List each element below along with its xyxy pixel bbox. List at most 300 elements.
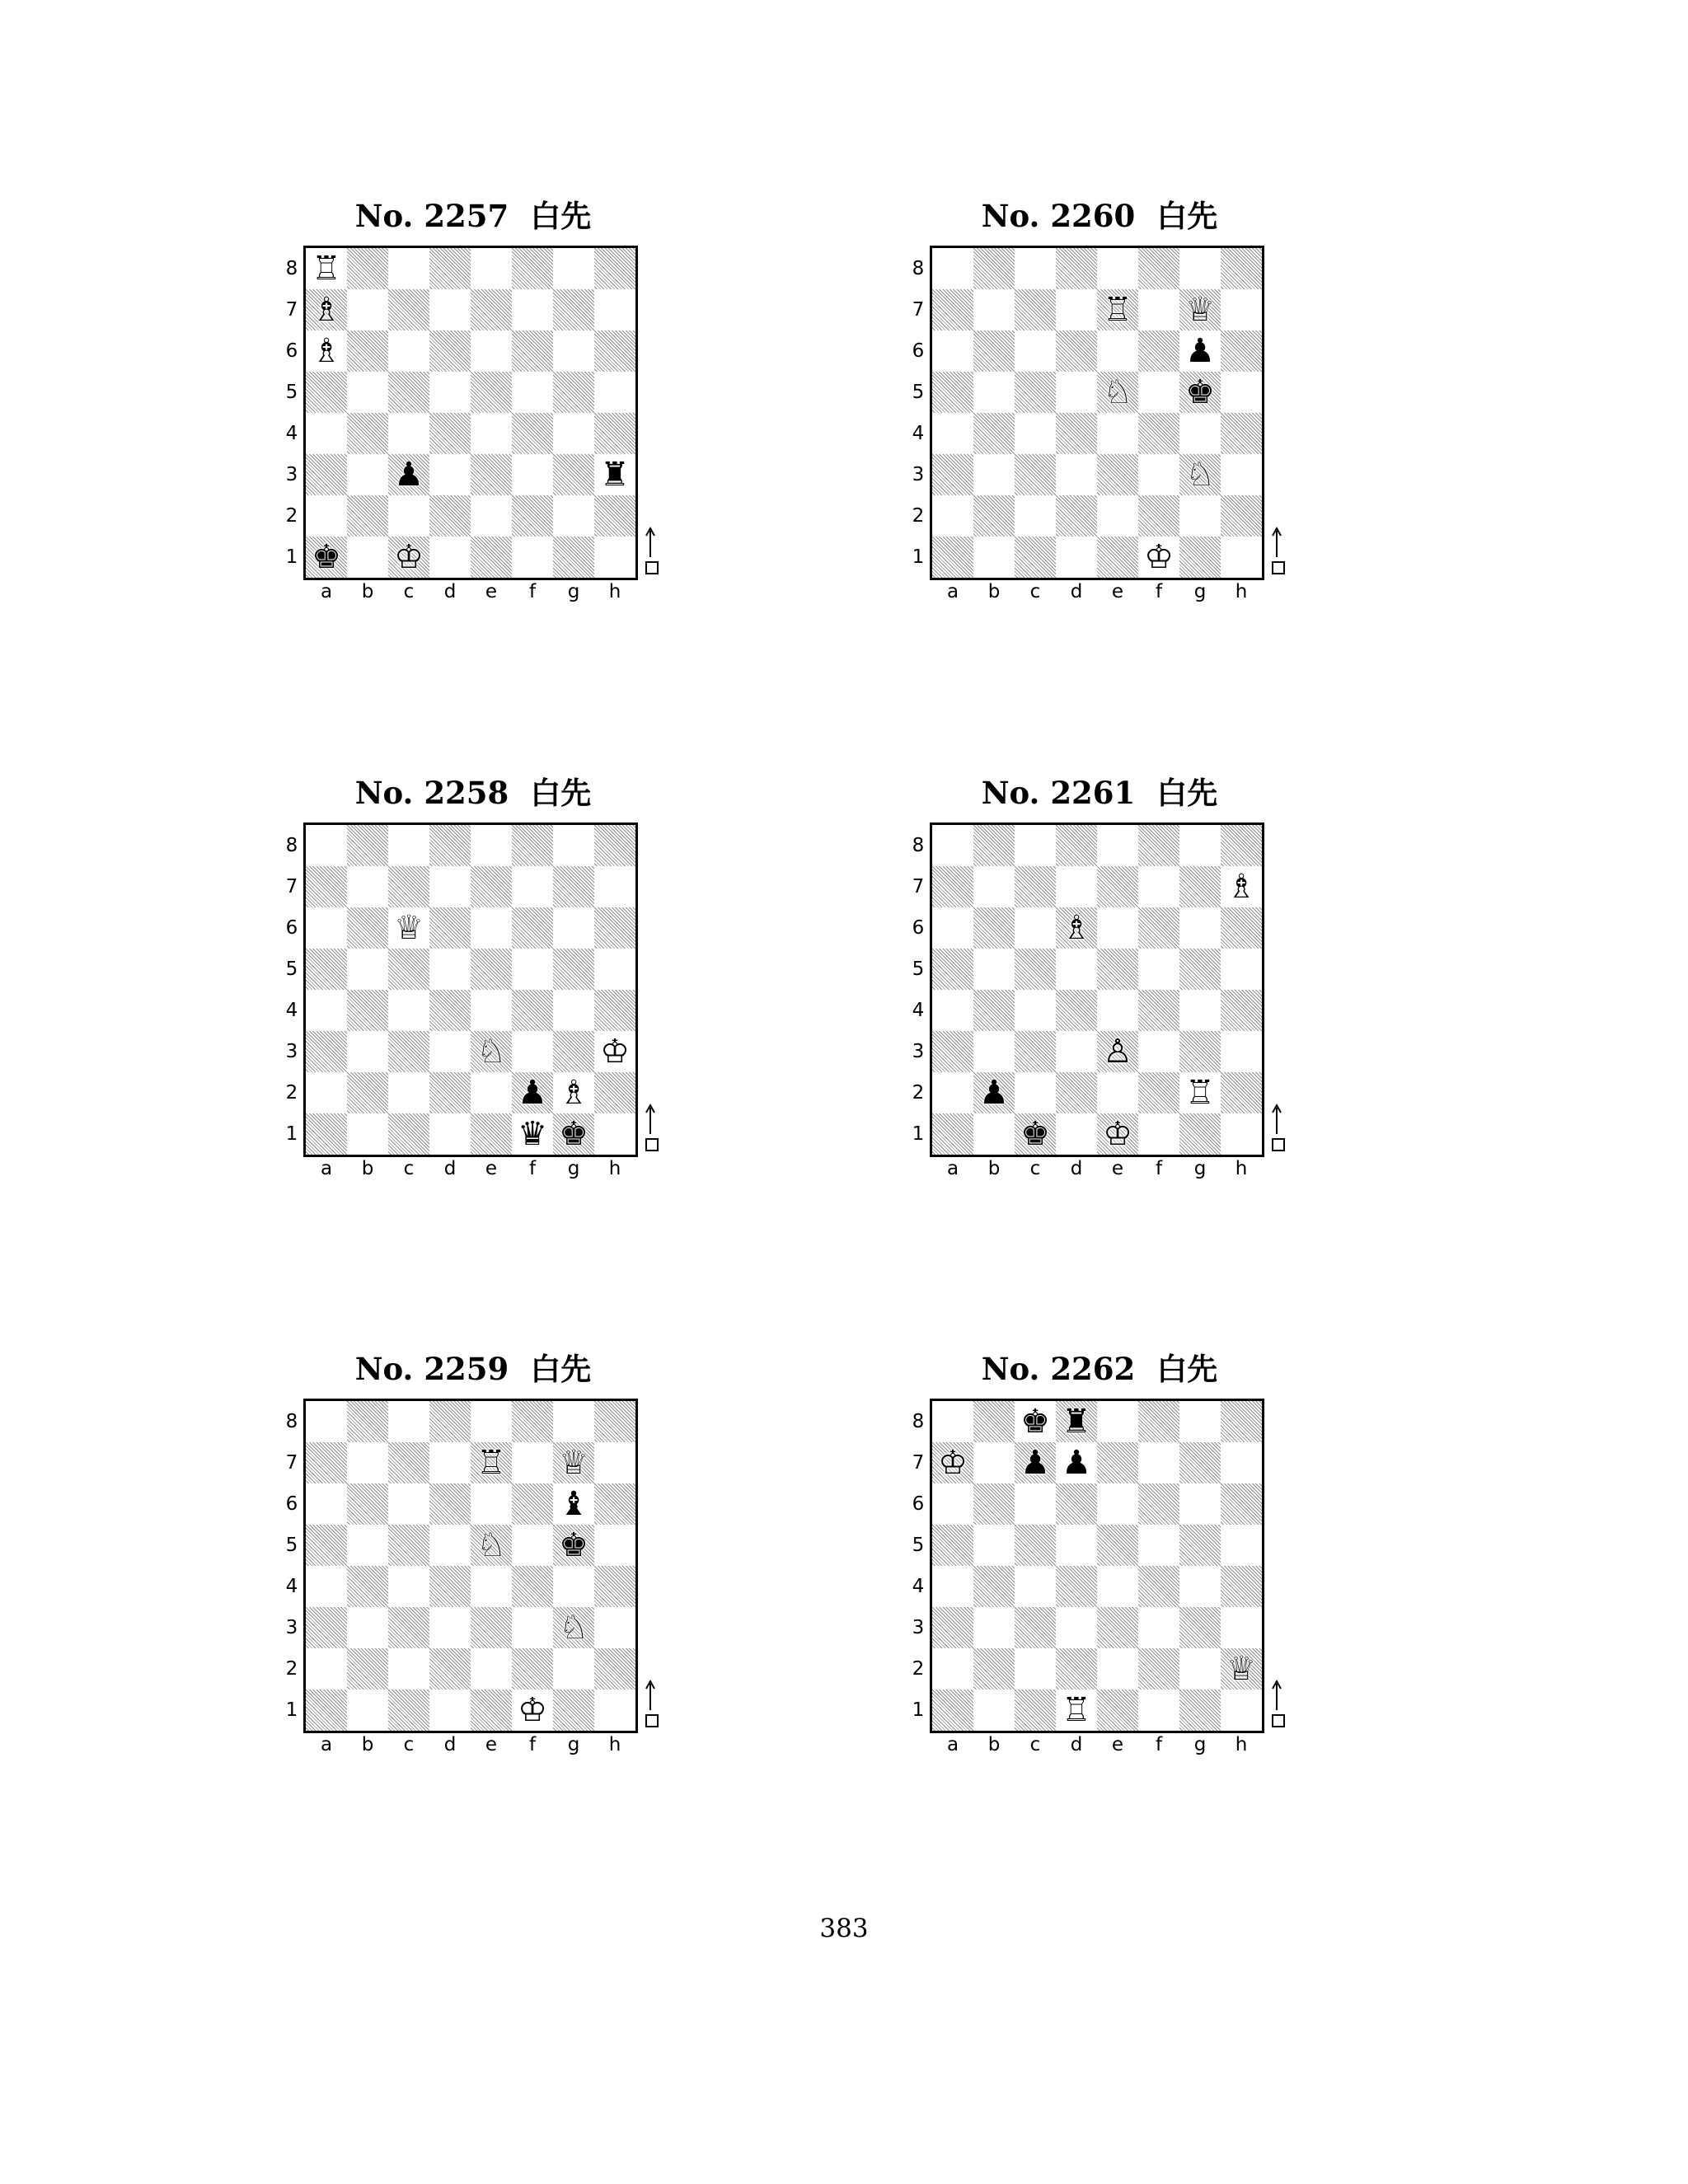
- board-square-f5: [512, 372, 553, 413]
- board-square-h3: [594, 1031, 635, 1072]
- board-square-f8: [1138, 825, 1179, 866]
- board-square-e4: [471, 413, 512, 454]
- board-square-f3: [1138, 1031, 1179, 1072]
- board-square-g7: [553, 1442, 594, 1483]
- board-square-f5: [1138, 1525, 1179, 1566]
- file-label: a: [946, 581, 959, 602]
- white-square-icon: [645, 1138, 659, 1151]
- board-square-b1: [973, 537, 1015, 578]
- rank-labels: [910, 1401, 926, 1731]
- board-square-g4: [553, 413, 594, 454]
- puzzle-side-to-move-label: 白先: [1156, 199, 1218, 234]
- file-label: f: [528, 1158, 537, 1179]
- board-square-c8: [1015, 825, 1056, 866]
- board-square-h7: [1221, 1442, 1262, 1483]
- white-queen-icon: ♕: [394, 909, 424, 947]
- board-square-f7: [512, 866, 553, 907]
- puzzle-number: No. 2259: [354, 1351, 509, 1387]
- black-rook-icon: ♜: [600, 456, 630, 494]
- board-square-g2: [553, 1072, 594, 1113]
- board-square-b3: [347, 454, 388, 495]
- black-pawn-icon: ♟: [394, 456, 424, 494]
- board-square-c6: [1015, 330, 1056, 372]
- board-square-e6: [471, 330, 512, 372]
- file-label: b: [361, 1158, 374, 1179]
- board-square-g2: [1179, 1072, 1221, 1113]
- board-square-d1: [1056, 1690, 1097, 1731]
- board-square-c2: [388, 1648, 429, 1690]
- board-square-c2: [388, 495, 429, 537]
- rank-label: 8: [285, 835, 298, 856]
- board-square-h7: [1221, 866, 1262, 907]
- board-square-f5: [1138, 372, 1179, 413]
- board-square-d2: [429, 1648, 471, 1690]
- board-square-b6: [347, 1483, 388, 1525]
- file-label: h: [1235, 1158, 1248, 1179]
- board-square-b5: [347, 1525, 388, 1566]
- board-square-a8: [932, 1401, 973, 1442]
- file-label: a: [320, 581, 333, 602]
- white-bishop-icon: ♗: [559, 1074, 588, 1112]
- board-square-e3: [471, 1031, 512, 1072]
- board-square-b7: [973, 866, 1015, 907]
- board-square-f5: [512, 1525, 553, 1566]
- white-king-icon: ♔: [1144, 538, 1174, 576]
- board-square-g3: [553, 454, 594, 495]
- board-square-g1: [553, 537, 594, 578]
- board-square-a6: [306, 1483, 347, 1525]
- board-square-a1: [306, 537, 347, 578]
- board-square-a3: [306, 1031, 347, 1072]
- board-square-e1: [471, 537, 512, 578]
- up-arrow-icon: [643, 1679, 659, 1712]
- rank-label: 4: [912, 423, 925, 444]
- board-square-e1: [471, 1113, 512, 1155]
- file-label: c: [403, 581, 415, 602]
- board-square-f3: [512, 1031, 553, 1072]
- black-rook-icon: ♜: [1062, 1403, 1091, 1441]
- board-square-b4: [973, 413, 1015, 454]
- board-square-c4: [388, 1566, 429, 1607]
- board-square-c1: [1015, 537, 1056, 578]
- board-square-a6: [932, 1483, 973, 1525]
- board-square-b2: [347, 1648, 388, 1690]
- board-square-h2: [594, 1648, 635, 1690]
- board-square-a5: [932, 949, 973, 990]
- board-square-f1: [1138, 1113, 1179, 1155]
- board-square-e2: [471, 495, 512, 537]
- board-square-d6: [1056, 330, 1097, 372]
- board-square-c6: [1015, 907, 1056, 949]
- file-labels: [932, 1156, 1262, 1181]
- rank-label: 2: [912, 1658, 925, 1680]
- board-square-g8: [553, 1401, 594, 1442]
- board-square-c1: [1015, 1690, 1056, 1731]
- board-square-a8: [306, 1401, 347, 1442]
- board-square-a8: [306, 248, 347, 289]
- board-square-b6: [973, 907, 1015, 949]
- rank-label: 7: [285, 299, 298, 321]
- board-square-c1: [1015, 1113, 1056, 1155]
- board-square-b1: [347, 1113, 388, 1155]
- board-square-a6: [306, 907, 347, 949]
- file-label: d: [443, 1734, 457, 1755]
- board-square-a2: [306, 495, 347, 537]
- white-rook-icon: ♖: [1062, 1691, 1091, 1729]
- board-square-b4: [347, 1566, 388, 1607]
- board-square-d4: [429, 1566, 471, 1607]
- board-square-c7: [1015, 289, 1056, 330]
- board-square-a6: [932, 907, 973, 949]
- board-square-h4: [1221, 990, 1262, 1031]
- white-knight-icon: ♘: [476, 1526, 506, 1564]
- board-square-e8: [1097, 248, 1138, 289]
- board-square-e6: [1097, 330, 1138, 372]
- board-square-d2: [429, 1072, 471, 1113]
- black-king-icon: ♚: [1185, 373, 1215, 411]
- board-square-b2: [973, 495, 1015, 537]
- board-square-e5: [1097, 949, 1138, 990]
- board-square-b5: [347, 372, 388, 413]
- board-square-e1: [1097, 537, 1138, 578]
- board-square-a4: [306, 1566, 347, 1607]
- white-king-icon: ♔: [394, 538, 424, 576]
- board-square-f1: [512, 537, 553, 578]
- board-square-d8: [429, 825, 471, 866]
- file-label: f: [1155, 1734, 1163, 1755]
- board-square-b8: [347, 1401, 388, 1442]
- board-square-c3: [388, 1607, 429, 1648]
- white-to-move-indicator: [1269, 1103, 1286, 1152]
- board-square-c4: [388, 413, 429, 454]
- board-square-b8: [973, 1401, 1015, 1442]
- puzzle-title: [893, 196, 1306, 237]
- puzzle-side-to-move-label: 白先: [530, 1352, 592, 1387]
- board-square-e4: [471, 1566, 512, 1607]
- board-square-g3: [553, 1031, 594, 1072]
- rank-label: 1: [912, 546, 925, 568]
- rank-label: 3: [912, 464, 925, 485]
- file-label: c: [1029, 1734, 1041, 1755]
- file-label: e: [1111, 581, 1124, 602]
- board-square-g1: [1179, 1113, 1221, 1155]
- board-square-b7: [347, 289, 388, 330]
- board-square-b1: [973, 1690, 1015, 1731]
- file-label: e: [485, 1158, 498, 1179]
- board-square-c7: [1015, 1442, 1056, 1483]
- board-square-c2: [1015, 1648, 1056, 1690]
- board-square-c4: [1015, 413, 1056, 454]
- rank-labels: [910, 825, 926, 1155]
- chess-board: [303, 246, 638, 580]
- board-square-f6: [512, 907, 553, 949]
- rank-label: 6: [912, 1493, 925, 1515]
- board-square-f2: [1138, 1072, 1179, 1113]
- file-label: a: [946, 1734, 959, 1755]
- board-square-f8: [512, 825, 553, 866]
- board-square-g5: [1179, 1525, 1221, 1566]
- file-label: c: [403, 1734, 415, 1755]
- white-king-icon: ♔: [938, 1444, 968, 1482]
- board-square-g5: [553, 372, 594, 413]
- board-square-f3: [512, 1607, 553, 1648]
- board-square-f7: [512, 1442, 553, 1483]
- board-square-f4: [512, 1566, 553, 1607]
- board-square-e3: [471, 1607, 512, 1648]
- file-labels: [306, 579, 635, 604]
- board-square-e5: [471, 949, 512, 990]
- board-square-a3: [306, 1607, 347, 1648]
- board-square-f1: [512, 1690, 553, 1731]
- board-square-h8: [1221, 825, 1262, 866]
- chess-board: [303, 1399, 638, 1733]
- black-pawn-icon: ♟: [1020, 1444, 1050, 1482]
- file-labels: [306, 1732, 635, 1757]
- rank-label: 7: [285, 1452, 298, 1474]
- board-square-a8: [306, 825, 347, 866]
- board-square-b8: [973, 248, 1015, 289]
- board-square-f4: [512, 413, 553, 454]
- white-rook-icon: ♖: [1103, 291, 1132, 329]
- board-square-g4: [1179, 1566, 1221, 1607]
- board-square-d7: [429, 866, 471, 907]
- white-to-move-indicator: [643, 1103, 659, 1152]
- board-square-c1: [388, 1690, 429, 1731]
- board-square-g6: [553, 907, 594, 949]
- board-square-d8: [1056, 825, 1097, 866]
- board-square-d8: [429, 248, 471, 289]
- board-square-e7: [1097, 289, 1138, 330]
- board-square-h3: [1221, 1031, 1262, 1072]
- board-square-e7: [1097, 1442, 1138, 1483]
- board-square-b6: [973, 330, 1015, 372]
- board-square-d6: [429, 330, 471, 372]
- file-label: h: [1235, 1734, 1248, 1755]
- board-square-g7: [1179, 289, 1221, 330]
- board-square-c7: [388, 866, 429, 907]
- board-square-d1: [429, 1690, 471, 1731]
- chess-board: [930, 1399, 1264, 1733]
- board-square-g1: [1179, 1690, 1221, 1731]
- board-square-b3: [973, 1031, 1015, 1072]
- rank-label: 8: [912, 258, 925, 279]
- board-square-b2: [347, 495, 388, 537]
- white-king-icon: ♔: [518, 1691, 547, 1729]
- board-square-a7: [306, 1442, 347, 1483]
- board-square-h7: [594, 1442, 635, 1483]
- board-square-g7: [553, 289, 594, 330]
- board-square-f2: [512, 495, 553, 537]
- board-square-d5: [1056, 1525, 1097, 1566]
- rank-labels: [284, 248, 300, 578]
- board-square-f6: [1138, 1483, 1179, 1525]
- white-square-icon: [1272, 1714, 1285, 1727]
- rank-label: 6: [912, 340, 925, 362]
- white-to-move-indicator: [643, 1679, 659, 1728]
- file-label: d: [443, 581, 457, 602]
- file-label: h: [608, 1158, 621, 1179]
- rank-label: 3: [912, 1041, 925, 1062]
- white-rook-icon: ♖: [312, 250, 341, 288]
- board-square-f1: [1138, 1690, 1179, 1731]
- board-square-g2: [553, 1648, 594, 1690]
- board-square-c5: [388, 949, 429, 990]
- board-square-g4: [1179, 990, 1221, 1031]
- board-square-b2: [973, 1648, 1015, 1690]
- board-square-c6: [388, 330, 429, 372]
- puzzle-title: [267, 1349, 679, 1390]
- file-label: f: [528, 1734, 537, 1755]
- board-square-g6: [1179, 330, 1221, 372]
- board-square-e7: [471, 866, 512, 907]
- board-square-c5: [388, 1525, 429, 1566]
- rank-label: 5: [912, 382, 925, 403]
- puzzle-diagram: [267, 773, 679, 1235]
- board-square-e2: [471, 1072, 512, 1113]
- board-square-e8: [471, 248, 512, 289]
- board-square-a1: [932, 1690, 973, 1731]
- board-square-d4: [1056, 990, 1097, 1031]
- puzzle-title: [893, 1349, 1306, 1390]
- board-square-e2: [1097, 1072, 1138, 1113]
- board-square-g5: [553, 1525, 594, 1566]
- board-square-a8: [932, 248, 973, 289]
- board-square-b1: [347, 537, 388, 578]
- board-square-g5: [1179, 372, 1221, 413]
- file-label: b: [987, 1158, 1001, 1179]
- board-square-a7: [306, 866, 347, 907]
- board-square-f2: [1138, 1648, 1179, 1690]
- rank-label: 7: [285, 876, 298, 898]
- puzzle-diagram: [267, 1349, 679, 1811]
- rank-label: 4: [285, 1000, 298, 1021]
- board-square-g7: [553, 866, 594, 907]
- board-square-d7: [429, 289, 471, 330]
- board-square-d6: [429, 1483, 471, 1525]
- rank-label: 4: [912, 1576, 925, 1597]
- board-square-h1: [1221, 537, 1262, 578]
- rank-label: 5: [912, 1535, 925, 1556]
- board-square-b4: [973, 1566, 1015, 1607]
- board-square-a3: [932, 454, 973, 495]
- rank-labels: [910, 248, 926, 578]
- white-knight-icon: ♘: [1185, 456, 1215, 494]
- board-square-g8: [553, 825, 594, 866]
- board-square-e7: [471, 289, 512, 330]
- board-square-g7: [1179, 1442, 1221, 1483]
- board-square-h4: [594, 1566, 635, 1607]
- file-label: e: [485, 1734, 498, 1755]
- rank-labels: [284, 825, 300, 1155]
- file-label: d: [1070, 1734, 1083, 1755]
- board-square-e4: [1097, 990, 1138, 1031]
- board-square-b3: [973, 1607, 1015, 1648]
- board-square-h8: [594, 1401, 635, 1442]
- file-label: f: [528, 581, 537, 602]
- board-square-c4: [1015, 990, 1056, 1031]
- board-square-e8: [471, 825, 512, 866]
- board-square-a1: [306, 1690, 347, 1731]
- board-square-e3: [471, 454, 512, 495]
- board-square-f4: [512, 990, 553, 1031]
- board-square-e1: [471, 1690, 512, 1731]
- puzzle-side-to-move-label: 白先: [1156, 1352, 1218, 1387]
- rank-label: 3: [285, 1041, 298, 1062]
- board-square-e3: [1097, 1031, 1138, 1072]
- puzzle-side-to-move-label: 白先: [530, 199, 592, 234]
- board-square-h5: [594, 372, 635, 413]
- board-square-a2: [932, 1648, 973, 1690]
- file-label: b: [987, 1734, 1001, 1755]
- puzzle-side-to-move-label: 白先: [530, 776, 592, 811]
- black-king-icon: ♚: [559, 1526, 588, 1564]
- board-square-e2: [471, 1648, 512, 1690]
- white-knight-icon: ♘: [559, 1609, 588, 1647]
- board-square-c3: [388, 454, 429, 495]
- rank-label: 6: [285, 1493, 298, 1515]
- rank-label: 5: [912, 958, 925, 980]
- board-square-d6: [429, 907, 471, 949]
- board-square-b6: [973, 1483, 1015, 1525]
- rank-label: 7: [912, 876, 925, 898]
- board-square-c4: [388, 990, 429, 1031]
- chess-board: [303, 823, 638, 1157]
- board-square-d7: [429, 1442, 471, 1483]
- board-square-g8: [1179, 1401, 1221, 1442]
- board-square-d7: [1056, 866, 1097, 907]
- board-square-b7: [973, 1442, 1015, 1483]
- board-square-c6: [388, 1483, 429, 1525]
- white-to-move-indicator: [1269, 526, 1286, 575]
- board-square-f3: [1138, 454, 1179, 495]
- board-square-h8: [1221, 248, 1262, 289]
- board-square-h5: [594, 1525, 635, 1566]
- board-square-e8: [1097, 1401, 1138, 1442]
- board-square-f6: [512, 1483, 553, 1525]
- rank-label: 1: [285, 1123, 298, 1145]
- board-square-h1: [594, 1690, 635, 1731]
- board-square-h8: [1221, 1401, 1262, 1442]
- board-square-a4: [306, 990, 347, 1031]
- file-label: g: [1193, 1158, 1207, 1179]
- board-square-e4: [471, 990, 512, 1031]
- board-square-h4: [594, 413, 635, 454]
- board-square-g8: [553, 248, 594, 289]
- board-square-a2: [932, 495, 973, 537]
- board-square-h1: [1221, 1113, 1262, 1155]
- rank-label: 8: [912, 835, 925, 856]
- board-square-a5: [932, 372, 973, 413]
- board-square-c7: [1015, 866, 1056, 907]
- white-bishop-icon: ♗: [1226, 868, 1256, 906]
- rank-label: 7: [912, 299, 925, 321]
- board-square-h5: [1221, 372, 1262, 413]
- board-square-a3: [306, 454, 347, 495]
- file-label: h: [608, 581, 621, 602]
- board-square-h8: [594, 248, 635, 289]
- board-square-d2: [1056, 495, 1097, 537]
- board-square-a2: [306, 1648, 347, 1690]
- board-square-a7: [932, 866, 973, 907]
- file-label: e: [1111, 1158, 1124, 1179]
- puzzle-side-to-move-label: 白先: [1156, 776, 1218, 811]
- board-square-f1: [1138, 537, 1179, 578]
- rank-label: 6: [912, 917, 925, 939]
- board-square-h2: [594, 495, 635, 537]
- board-square-g5: [1179, 949, 1221, 990]
- black-king-icon: ♚: [1020, 1115, 1050, 1153]
- board-square-h6: [1221, 1483, 1262, 1525]
